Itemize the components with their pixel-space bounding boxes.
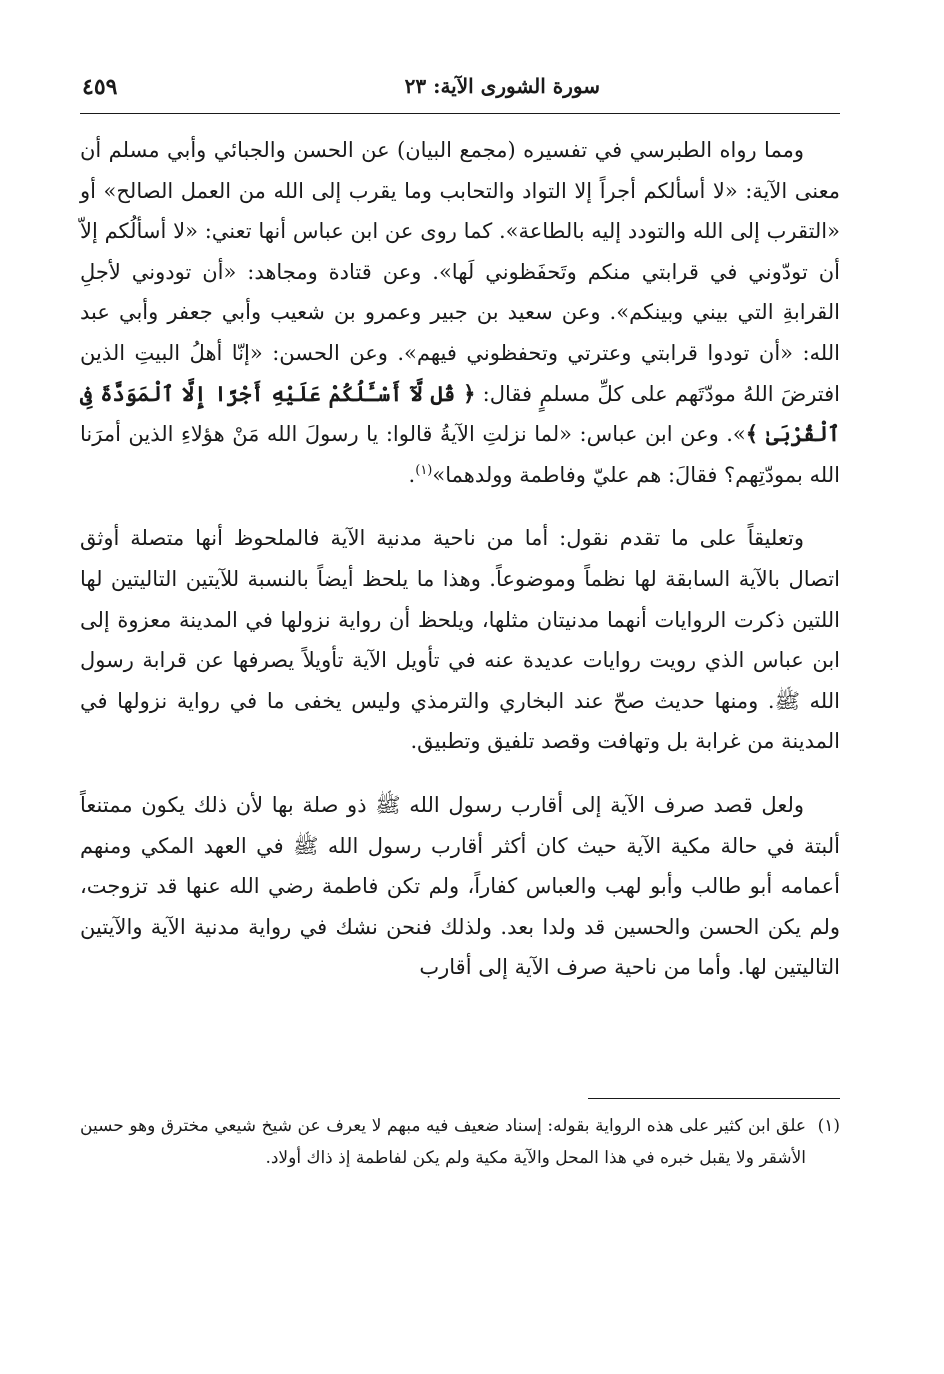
footnotes: [80, 1110, 840, 1174]
paragraph-1: [80, 130, 840, 495]
main-text: [80, 130, 840, 1011]
paragraph-1-text-b: ». وعن ابن عباس: «لما نزلتِ الآيةُ قالوا: يا رسولَ الله مَنْ هؤلاءِ الذين أمرَنا الله بمودّتِهم؟ فقالَ: هم عليّ وفاطمة وولدهما»: [80, 422, 840, 487]
footnote-text: علق ابن كثير على هذه الرواية بقوله: إسناد ضعيف فيه مبهم لا يعرف عن شيخ شيعي مخترق وهو حسين الأشقر ولا يقبل خبره في هذا المحل والآية مكية ولم يكن لفاطمة إذ ذاك أولاد.: [80, 1116, 806, 1168]
paragraph-1-end: .: [408, 462, 416, 487]
quran-verse: ﴿ قُل لَّآ أَسْـَٔلُكُمْ عَلَيْهِ أَجْرًا إِلَّا ٱلْمَوَدَّةَ فِى ٱلْقُرْبَىٰ ﴾: [80, 380, 840, 447]
footnote-divider: [588, 1098, 840, 1099]
header-divider: [80, 113, 840, 114]
book-page: [80, 0, 840, 1374]
paragraph-1-text-a: ومما رواه الطبرسي في تفسيره (مجمع البيان) عن الحسن والجبائي وأبي مسلم أن معنى الآية: «لا أسألكم أجراً إلا التواد والتحابب وما يقرب إلى الله من العمل الصالح» أو «التقرب إلى الله والتودد إليه بالطاعة». كما روى عن ابن عباس أنها تعني: «لا أسألُكم إلاّ أن تودّوني في قرابتي منكم وتَحفَظوني لَها». وعن قتادة ومجاهد: «أن تودوني لأجلِ القرابةِ التي بيني وبينكم». وعن سعيد بن جبير وعمرو بن شعيب وأبي جعفر وأبي عبد الله: «أن تودوا قرابتي وعترتي وتحفظوني فيهم». وعن الحسن: «إنّا أهلُ البيتِ الذين افترضَ اللهُ مودّتَهم على كلِّ مسلمٍ فقال:: [80, 138, 841, 406]
running-header-title: سورة الشورى الآية: ٢٣: [404, 74, 600, 98]
footnote-marker: (١): [817, 1116, 840, 1136]
footnote-1: [80, 1110, 840, 1174]
page-header: [80, 70, 840, 114]
footnote-reference: (١): [415, 462, 433, 478]
page-number: ٤٥٩: [82, 74, 118, 100]
paragraph-2: وتعليقاً على ما تقدم نقول: أما من ناحية مدنية الآية فالملحوظ أنها متصلة أوثق اتصال بالآية السابقة لها نظماً وموضوعاً. وهذا ما يلحظ أيضاً بالنسبة للآيتين التاليتين لها اللتين ذكرت الروايات أنهما مدنيتان مثلها، ويلحظ أن رواية نزولها في المدينة معزوة إلى ابن عباس الذي رويت روايات عديدة عنه في تأويل الآية تأويلاً يصرفها عن قرابة رسول الله ﷺ. ومنها حديث صحّ عند البخاري والترمذي وليس يخفى ما في رواية نزولها في المدينة من غرابة بل وتهافت وقصد تلفيق وتطبيق.: [80, 526, 840, 754]
paragraph-3: ولعل قصد صرف الآية إلى أقارب رسول الله ﷺ ذو صلة بها لأن ذلك يكون ممتنعاً ألبتة في حالة مكية الآية حيث كان أكثر أقارب رسول الله ﷺ في العهد المكي ومنهم أعمامه أبو طالب وأبو لهب والعباس كفاراً، ولم تكن فاطمة رضي الله عنها قد تزوجت، ولم يكن الحسن والحسين قد ولدا بعد. ولذلك فنحن نشك في رواية مدنية الآية والآيتين التاليتين لها. وأما من ناحية صرف الآية إلى أقارب: [80, 792, 840, 980]
